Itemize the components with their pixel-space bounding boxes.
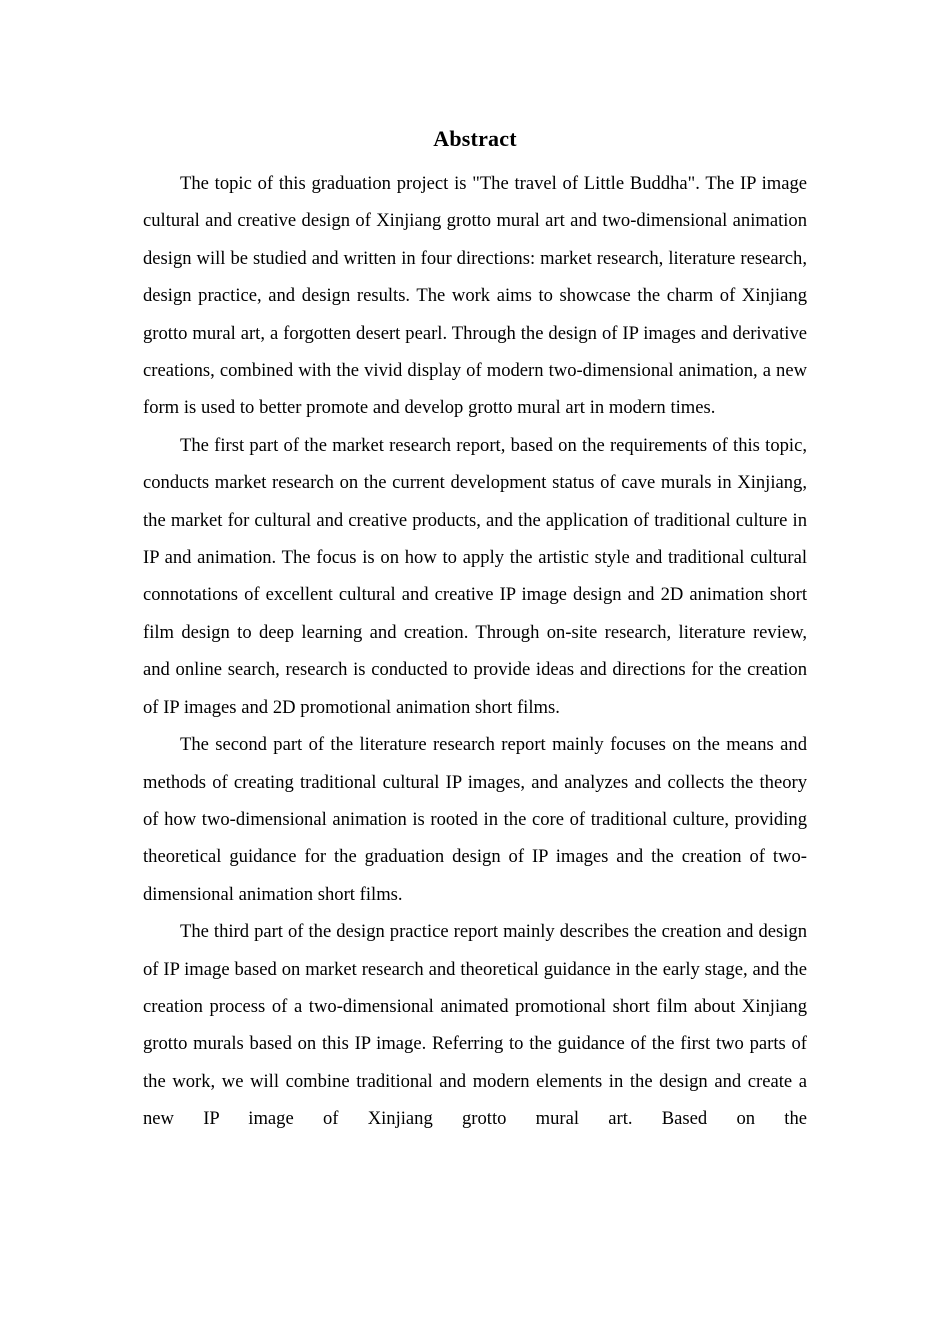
page-title: Abstract bbox=[433, 126, 517, 151]
abstract-paragraph-1: The topic of this graduation project is "The travel of Little Buddha". The IP image cultural and creative design of Xinjiang grotto mural art and two-dimensional animation design will be studied and written in four directions: market research, literature research, design practice, and design results. The work aims to showcase the charm of Xinjiang grotto mural art, a forgotten desert pearl. Through the design of IP images and derivative creations, combined with the vivid display of modern two-dimensional animation, a new form is used to better promote and develop grotto mural art in modern times. bbox=[143, 173, 807, 419]
abstract-paragraph-2: The first part of the market research report, based on the requirements of this topic, conducts market research on the current development status of cave murals in Xinjiang, the market for cultural and creative products, and the application of traditional culture in IP and animation. The focus is on how to apply the artistic style and traditional cultural connotations of excellent cultural and creative IP image design and 2D animation short film design to deep learning and creation. Through on-site research, literature review, and online search, research is conducted to provide ideas and directions for the creation of IP images and 2D promotional animation short films. bbox=[143, 434, 807, 718]
document-content bbox=[143, 0, 807, 1138]
abstract-paragraph-4: The third part of the design practice report mainly describes the creation and design of IP image based on market research and theoretical guidance in the early stage, and the creation process of a two-dimensional animated promotional short film about Xinjiang grotto murals based on this IP image. Referring to the guidance of the first two parts of the work, we will combine traditional and modern elements in the design and create a new IP image of Xinjiang grotto mural art. Based on the bbox=[143, 921, 807, 1130]
abstract-paragraph-3: The second part of the literature research report mainly focuses on the means and methods of creating traditional cultural IP images, and analyzes and collects the theory of how two-dimensional animation is rooted in the core of traditional culture, providing theoretical guidance for the graduation design of IP images and the creation of two-dimensional animation short films. bbox=[143, 734, 807, 905]
